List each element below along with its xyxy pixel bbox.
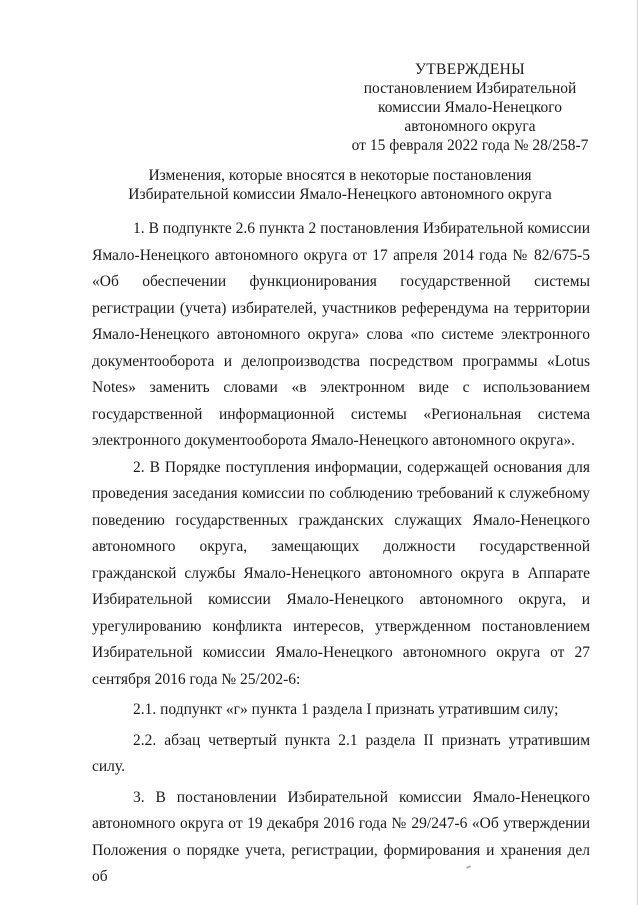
approval-heading: УТВЕРЖДЕНЫ xyxy=(415,61,525,78)
approval-line: комиссии Ямало-Ненецкого xyxy=(378,99,562,116)
subparagraph-2-2: 2.2. абзац четвертый пункта 2.1 раздела II признать утратившим силу. xyxy=(92,731,590,775)
document-title xyxy=(80,166,600,204)
document-title-line: Избирательной комиссии Ямало-Ненецкого автономного округа xyxy=(128,186,552,203)
document-body xyxy=(92,216,590,891)
approval-stamp xyxy=(340,60,600,155)
paragraph-3: 3. В постановлении Избирательной комиссии Ямало-Ненецкого автономного округа от 19 декабря 2016 года № 29/247-6 «Об утверждении Положения о порядке учета, регистрации, формирования и хранения дел об xyxy=(92,788,590,885)
paragraph-2: 2. В Порядке поступления информации, содержащей основания для проведения заседания комиссии по соблюдению требований к служебному поведению государственных гражданских служащих Ямало-Ненецкого автономного округа, замещающих должности государственной гражданской службы Ямало-Ненецкого автономного округа в Аппарате Избирательной комиссии Ямало-Ненецкого автономного округа, и урегулированию конфликта интересов, утвержденном постановлением Избирательной комиссии Ямало-Ненецкого автономного округа от 27 сентября 2016 года № 25/202-6: xyxy=(92,458,590,688)
subparagraph-2-1: 2.1. подпункт «г» пункта 1 раздела I признать утратившим силу; xyxy=(133,701,559,718)
approval-date-number: от 15 февраля 2022 года № 28/258-7 xyxy=(351,137,589,154)
paragraph-1: 1. В подпункте 2.6 пункта 2 постановления Избирательной комиссии Ямало-Ненецкого автономного округа от 17 апреля 2014 года № 82/675-5 «Об обеспечении функционирования государственной системы регистрации (учета) избирателей, участников референдума на территории Ямало-Ненецкого автономного округа» слова «по системе электронного документооборота и делопроизводства посредством программы «Lotus Notes» заменить словами «в электронном виде с использованием государственной информационной системы «Региональная система электронного документооборота Ямало-Ненецкого автономного округа». xyxy=(92,220,590,449)
approval-line: постановлением Избирательной xyxy=(363,80,577,97)
page-edge-line xyxy=(637,0,638,905)
approval-line: автономного округа xyxy=(404,118,536,135)
document-title-line: Изменения, которые вносятся в некоторые постановления xyxy=(148,167,532,184)
